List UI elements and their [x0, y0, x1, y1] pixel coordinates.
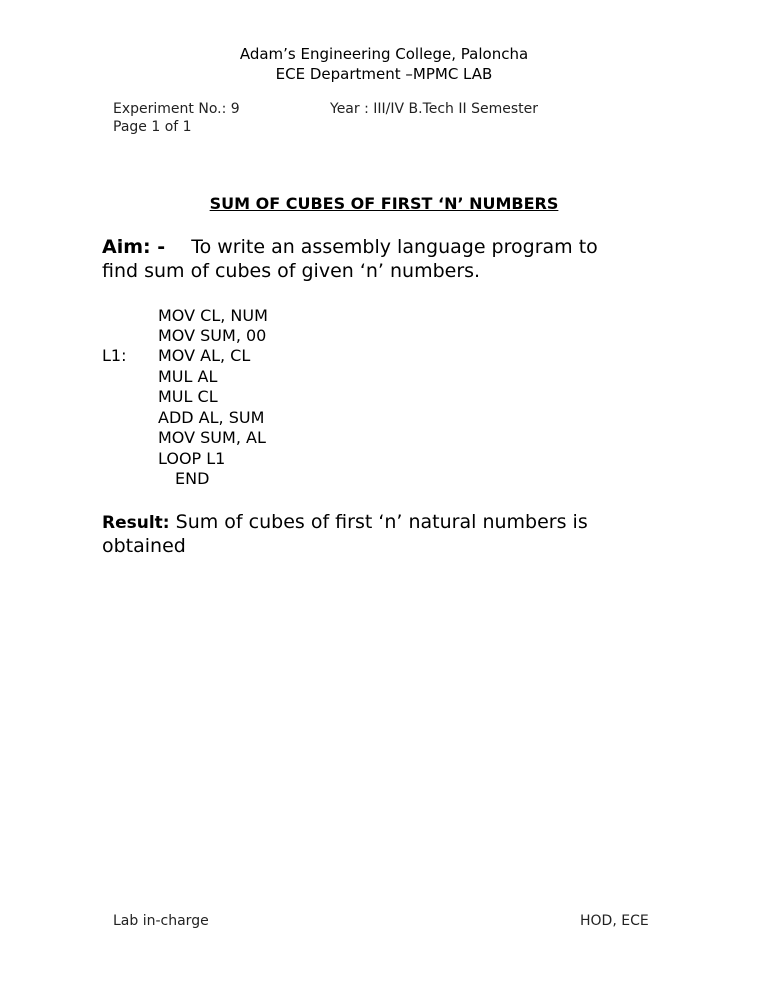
code-line: MUL AL: [158, 367, 218, 386]
code-line: MOV SUM, AL: [158, 428, 266, 447]
code-line: LOOP L1: [158, 449, 226, 468]
experiment-title: SUM OF CUBES OF FIRST ‘N’ NUMBERS: [209, 194, 559, 213]
result-text-1: Sum of cubes of first ‘n’ natural numbers is: [175, 511, 588, 533]
aim-label: Aim: -: [102, 236, 166, 258]
code-label-l1: L1:: [102, 346, 127, 365]
aim-line-1: [102, 236, 598, 258]
year-semester: Year : III/IV B.Tech II Semester: [330, 101, 538, 117]
aim-text-1: To write an assembly language program to: [191, 236, 598, 258]
code-line: MOV CL, NUM: [158, 306, 268, 325]
code-line: MOV AL, CL: [158, 346, 251, 365]
result-label: Result:: [102, 513, 170, 533]
code-line: END: [175, 469, 210, 488]
hod-signature: HOD, ECE: [580, 913, 649, 929]
result-text-2: obtained: [102, 535, 186, 557]
result-line-1: [102, 511, 588, 533]
experiment-number: Experiment No.: 9: [113, 101, 240, 117]
code-line: MUL CL: [158, 387, 218, 406]
code-line: ADD AL, SUM: [158, 408, 265, 427]
college-name: Adam’s Engineering College, Paloncha: [239, 45, 529, 63]
lab-incharge-signature: Lab in-charge: [113, 913, 209, 929]
page-number: Page 1 of 1: [113, 119, 192, 135]
department-name: ECE Department –MPMC LAB: [275, 65, 493, 83]
aim-text-2: find sum of cubes of given ‘n’ numbers.: [102, 260, 481, 282]
code-line: MOV SUM, 00: [158, 326, 267, 345]
